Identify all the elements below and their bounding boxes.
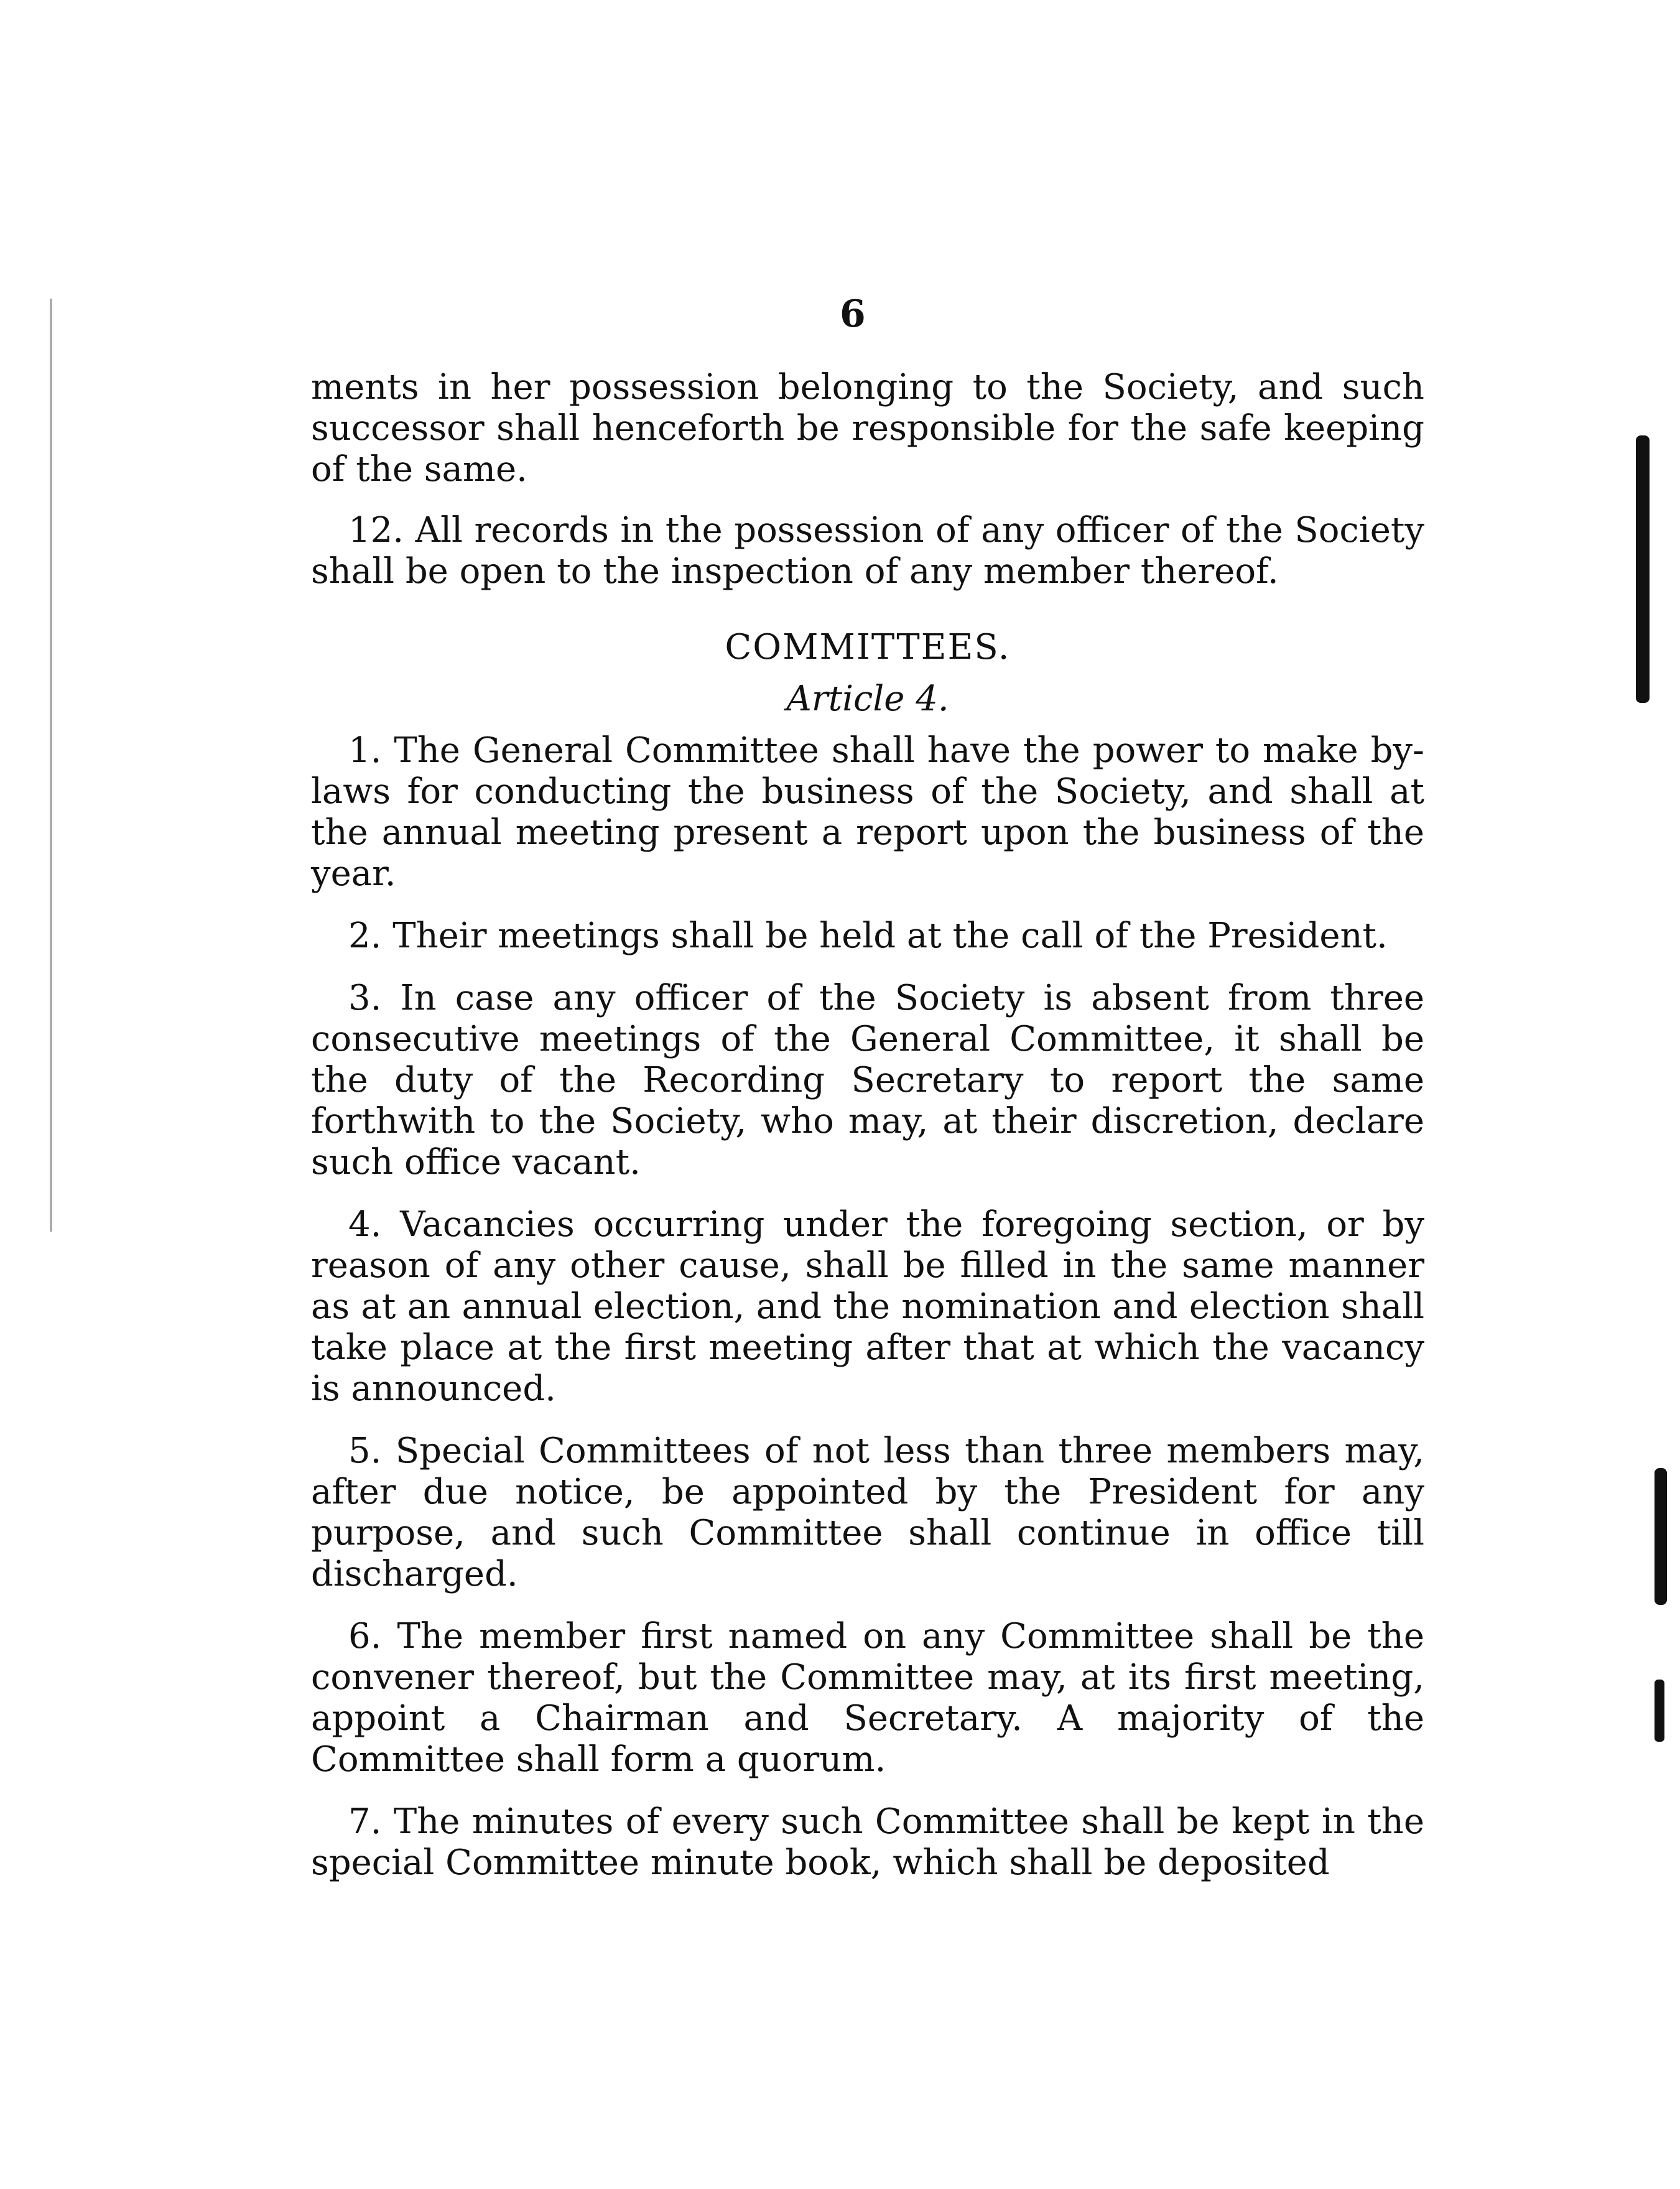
item-number: 5.: [348, 1431, 382, 1471]
item-text: Their meetings shall be held at the call of the President.: [392, 916, 1388, 956]
article4-item-4: [311, 1204, 1424, 1410]
article4-item-7: [311, 1801, 1424, 1884]
item-text: The General Committee shall have the power to make by-laws for conducting the business of the Society, and shall at the annual meeting present a report upon the business of the year.: [311, 730, 1424, 894]
continuation-paragraph: ments in her possession belonging to the Society, and such successor shall henceforth be responsible for the safe keeping of the same.: [311, 367, 1424, 490]
item-text: Vacancies occurring under the foregoing section, or by reason of any other cause, shall be filled in the same manner as at an annual election, and the nomination and election shall take place at the first meeting after that at which the vacancy is announced.: [311, 1204, 1424, 1409]
article4-item-5: [311, 1431, 1424, 1595]
item-number: 4.: [348, 1204, 382, 1245]
item-text: Special Committees of not less than three members may, after due notice, be appointed by the President for any purpose, and such Committee shall continue in office till discharged.: [311, 1431, 1424, 1594]
scan-artifact-right-top: [1636, 435, 1650, 703]
item-number: 2.: [348, 916, 382, 956]
article4-item-3: [311, 978, 1424, 1183]
scan-artifact-left-margin: [50, 299, 52, 1232]
item-number: 3.: [348, 978, 382, 1018]
scan-artifact-right-lower: [1654, 1680, 1664, 1742]
item-number: 6.: [348, 1616, 382, 1657]
item-number: 1.: [348, 730, 382, 771]
article4-item-1: [311, 730, 1424, 895]
article4-item-6: [311, 1616, 1424, 1780]
item-text: In case any officer of the Society is absent from three consecutive meetings of the General Committee, it shall be the duty of the Recording Secretary to report the same forthwith to the Society, who may, at their discretion, declare such office vacant.: [311, 978, 1424, 1183]
article4-item-2: [311, 916, 1424, 957]
item-number: 7.: [348, 1801, 382, 1842]
item-text: The minutes of every such Committee shall be kept in the special Committee minute book, which shall be deposited: [311, 1801, 1424, 1883]
article-title: Article 4.: [786, 679, 949, 719]
page-number: 6: [840, 292, 866, 336]
item-text: The member first named on any Committee shall be the convener thereof, but the Committee may, at its first meeting, appoint a Chairman and Secretary. A majority of the Committee shall form a quorum.: [311, 1616, 1424, 1780]
item-text: All records in the possession of any officer of the Society shall be open to the inspection of any member thereof.: [311, 510, 1424, 592]
page-body: [311, 367, 1424, 1905]
scan-artifact-right-middle: [1654, 1468, 1667, 1605]
item-number: 12.: [348, 510, 404, 551]
article3-item-12: [311, 510, 1424, 592]
section-heading: COMMITTEES.: [725, 627, 1011, 667]
